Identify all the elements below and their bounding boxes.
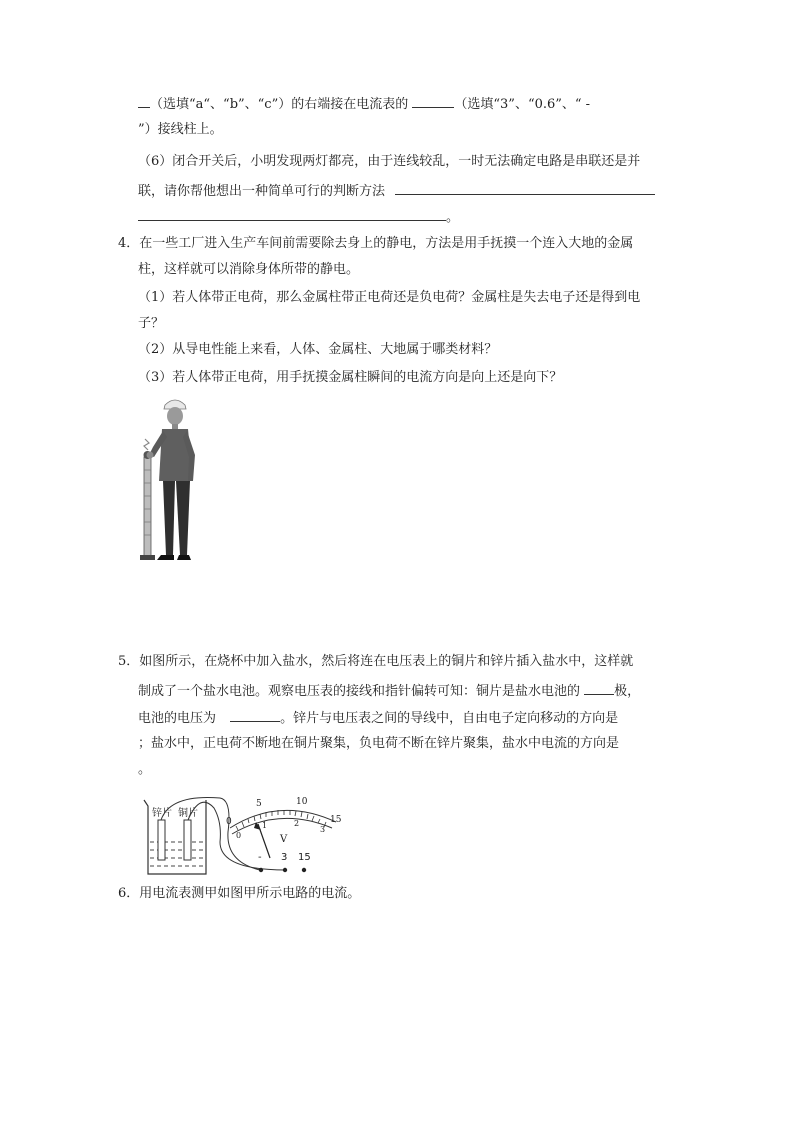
- svg-text:3: 3: [320, 825, 326, 834]
- q4-sub1-line2: 子？: [138, 316, 165, 331]
- answer-blank: [138, 93, 150, 108]
- zinc-label: 锌片: [152, 808, 172, 819]
- answer-blank: [138, 206, 446, 221]
- q5-line1: 5．如图所示，在烧杯中加入盐水，然后将连在电压表上的铜片和锌片插入盐水中，这样就: [118, 654, 634, 669]
- voltmeter-symbol: V: [280, 834, 288, 845]
- terminal-3: [283, 868, 287, 872]
- terminal-15: [302, 868, 306, 872]
- pole-base: [140, 555, 155, 560]
- head: [167, 407, 183, 425]
- svg-text:0: 0: [236, 831, 242, 840]
- q4-sub3: （3）若人体带正电荷，用手抚摸金属柱瞬间的电流方向是向上还是向下？: [138, 370, 563, 385]
- static-spark-icon: [144, 439, 149, 450]
- q4-stem-line1: 4．在一些工厂进入生产车间前需要除去身上的静电，方法是用手抚摸一个连入大地的金属: [118, 236, 634, 251]
- q3-sub6-line1: （6）闭合开关后，小明发现两灯都亮，由于连线较乱，一时无法确定电路是串联还是并: [138, 154, 641, 169]
- zinc-plate: [158, 820, 165, 860]
- svg-text:15: 15: [330, 815, 342, 825]
- copper-label: 铜片: [178, 808, 198, 819]
- q4-sub1-line1: （1）若人体带正电荷，那么金属柱带正电荷还是负电荷？金属柱是失去电子还是得到电: [138, 290, 641, 305]
- svg-text:5: 5: [256, 799, 262, 809]
- answer-blank: [412, 93, 454, 108]
- q6-line1: 6．用电流表测甲如图甲所示电路的电流。: [118, 886, 361, 901]
- q5-line3: 电池的电压为 。锌片与电压表之间的导线中，自由电子定向移动的方向是: [138, 707, 618, 729]
- wire-zinc: [161, 797, 260, 870]
- answer-blank: [584, 680, 614, 695]
- svg-text:0: 0: [226, 817, 232, 827]
- q4-stem-line2: 柱，这样就可以消除身体所带的静电。: [138, 262, 360, 277]
- q5-line4: ；盐水中，正电荷不断地在铜片聚集，负电荷不断在锌片聚集，盐水中电流的方向是: [138, 736, 620, 751]
- terminal-label-15: 15: [298, 852, 311, 863]
- salt-battery-figure: [140, 792, 352, 878]
- answer-blank: [230, 707, 280, 722]
- q3-line2: ”）接线柱上。: [138, 122, 223, 137]
- q5-line5: 。: [138, 762, 152, 777]
- voltmeter-dial: [226, 797, 342, 858]
- svg-text:2: 2: [294, 819, 300, 828]
- hand: [147, 452, 154, 459]
- left-leg: [163, 481, 175, 555]
- answer-blank: [395, 180, 655, 195]
- q4-sub2: （2）从导电性能上来看，人体、金属柱、大地属于哪类材料？: [138, 342, 498, 357]
- q3-sub6-line2: 联，请你帮他想出一种简单可行的判断方法: [138, 180, 655, 202]
- q5-line2: 制成了一个盐水电池。观察电压表的接线和指针偏转可知：铜片是盐水电池的 极，: [138, 680, 640, 702]
- right-leg: [176, 481, 190, 555]
- terminal-label-3: 3: [281, 852, 288, 863]
- svg-text:10: 10: [296, 797, 308, 807]
- metal-pole: [144, 457, 151, 557]
- copper-plate: [184, 820, 191, 860]
- worker-figure: [135, 395, 207, 567]
- terminal-label-neg: -: [258, 852, 262, 863]
- terminal-neg: [259, 868, 263, 872]
- q3-sub6-line3: 。: [138, 206, 459, 228]
- q3-line1: （选填“a“、“b”、“c”）的右端接在电流表的 （选填“3”、“0.6”、“ -: [138, 93, 590, 115]
- svg-text:1: 1: [262, 821, 268, 830]
